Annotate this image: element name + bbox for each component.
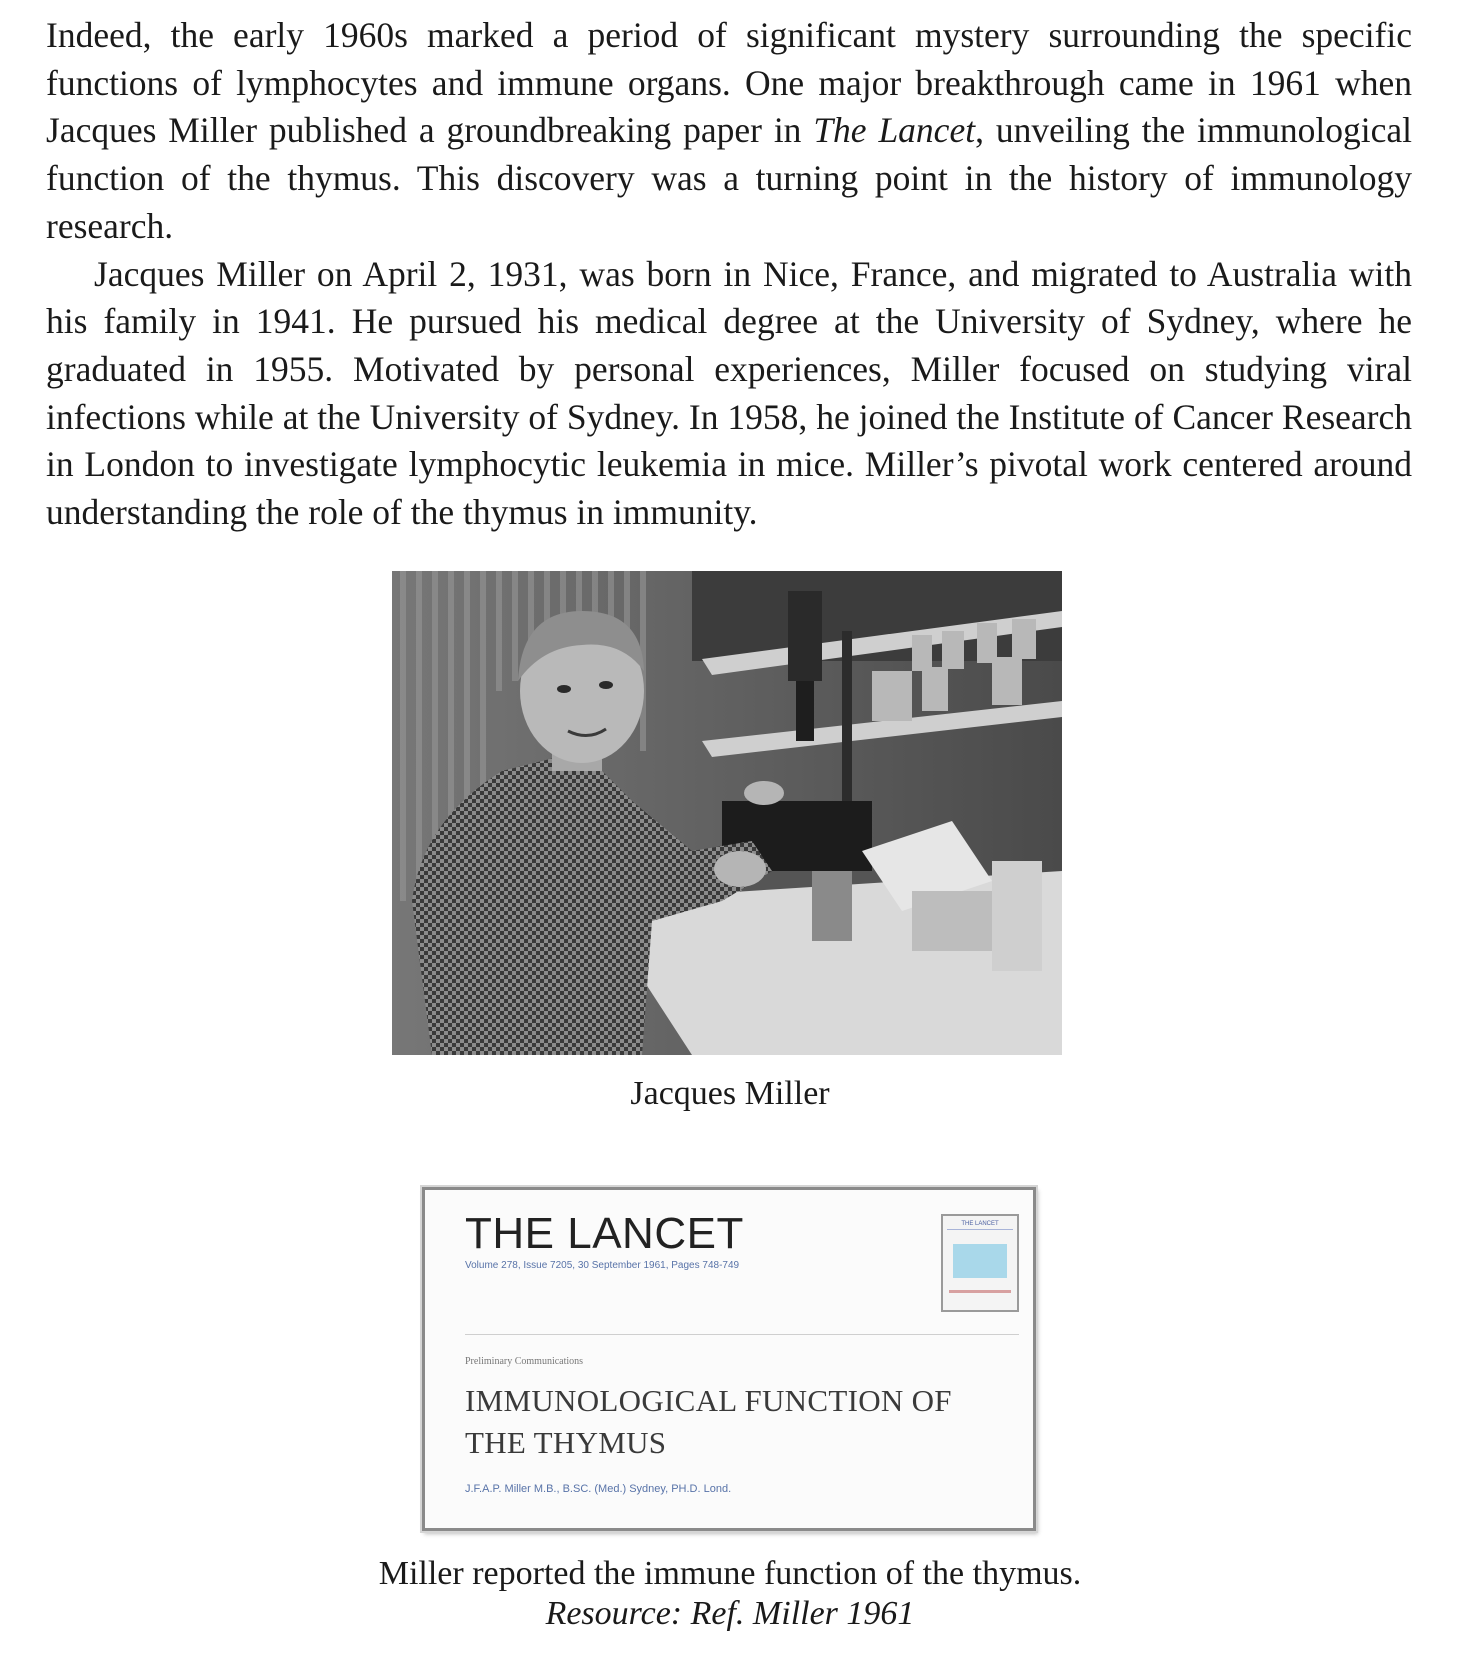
paragraph-2: Jacques Miller on April 2, 1931, was born in Nice, France, and migrated to Australia with his family in 1941. He pursued his medical degree at the University of Sydney, where he graduated in 1955. Motivated by personal experiences, Miller focused on studying viral infections while at the University of Sydney. In 1958, he joined the Institute of Cancer Research in London to investigate lymphocytic leukemia in mice. Miller’s pivotal work centered around understanding the role of the thymus in immunity. xyxy=(46,253,1412,533)
lancet-section-label: Preliminary Communications xyxy=(465,1356,584,1367)
lancet-cover-label: THE LANCET xyxy=(947,1219,1013,1230)
lancet-source: Resource: Ref. Miller 1961 xyxy=(545,1595,915,1632)
paragraph-1-text: Indeed, the early 1960s marked a period of significant mystery surrounding the specific functions of lymphocytes and immune organs. One major breakthrough came in 1961 when Jacques Miller published a groundbreaking paper in xyxy=(46,15,1412,151)
lancet-article-image xyxy=(422,1187,1036,1531)
lancet-cover-footer xyxy=(949,1290,1011,1293)
body-text xyxy=(46,12,1412,537)
jacques-miller-photo xyxy=(392,571,1062,1055)
lancet-journal-title: THE LANCET xyxy=(465,1209,744,1258)
lancet-divider xyxy=(465,1334,1019,1335)
lancet-cover-thumbnail xyxy=(941,1214,1019,1312)
lab-photo-illustration xyxy=(392,571,1062,1055)
lancet-cover-graphic xyxy=(953,1244,1007,1278)
photo-caption: Jacques Miller xyxy=(630,1075,830,1112)
lancet-article-title: IMMUNOLOGICAL FUNCTION OF THE THYMUS xyxy=(465,1383,952,1460)
paragraph-1-text-end: , unveiling the immunological function of the thymus. This discovery was a turning point in the history of immunology research. xyxy=(46,110,1412,246)
lancet-issue-line: Volume 278, Issue 7205, 30 September 1961, Pages 748-749 xyxy=(465,1260,740,1271)
paragraph-1 xyxy=(46,12,1412,251)
lancet-author-line: J.F.A.P. Miller M.B., B.SC. (Med.) Sydney, PH.D. Lond. xyxy=(465,1483,732,1495)
lancet-caption: Miller reported the immune function of the thymus. xyxy=(378,1555,1082,1592)
journal-name-italic: The Lancet xyxy=(813,110,976,151)
